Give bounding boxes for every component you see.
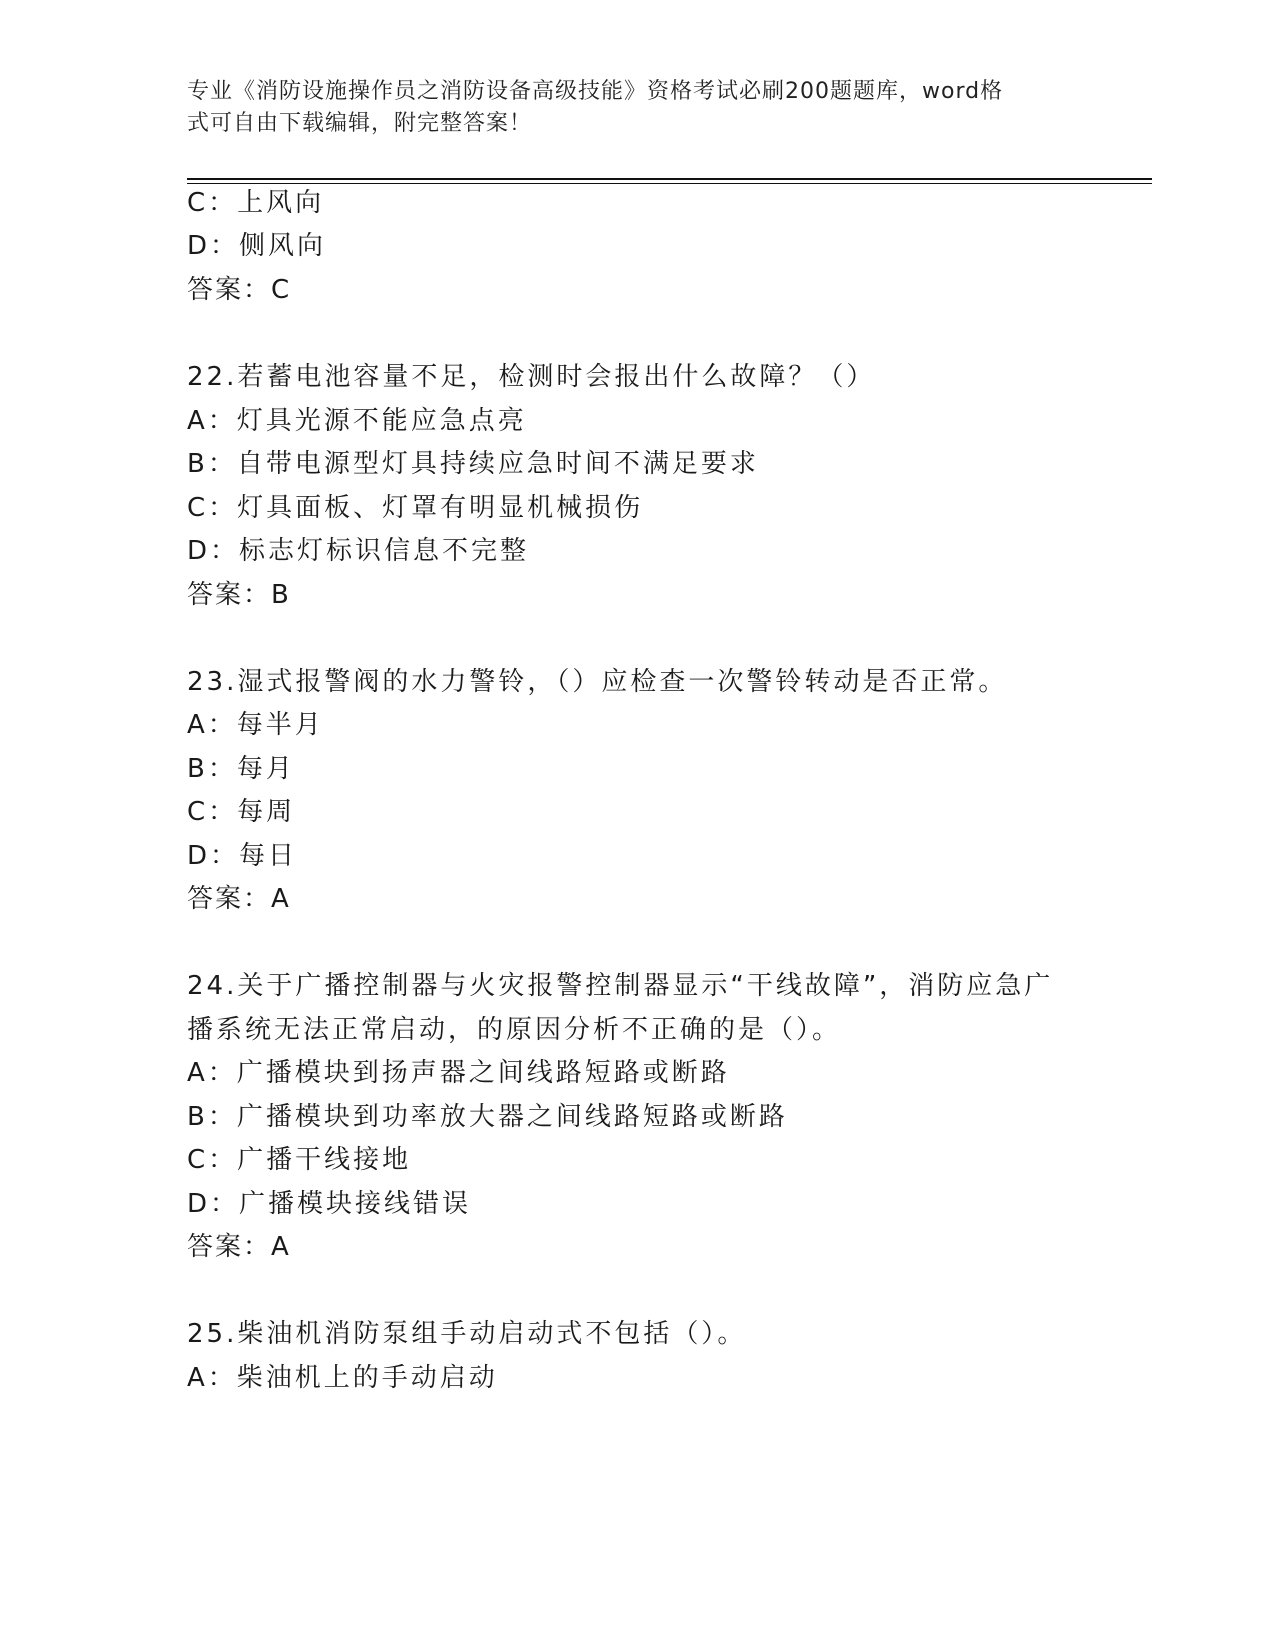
- question-25-option-a: A：柴油机上的手动启动: [187, 1363, 498, 1393]
- question-23-stem: 23.湿式报警阀的水力警铃，（）应检查一次警铃转动是否正常。: [187, 667, 1008, 697]
- question-22-option-a: A：灯具光源不能应急点亮: [187, 406, 527, 436]
- question-25-stem: 25.柴油机消防泵组手动启动式不包括（）。: [187, 1319, 747, 1349]
- document-header: [187, 76, 1067, 140]
- question-24-option-d: D：广播模块接线错误: [187, 1189, 472, 1219]
- question-22-option-c: C：灯具面板、灯罩有明显机械损伤: [187, 493, 644, 523]
- question-24-answer: 答案：A: [187, 1232, 291, 1262]
- question-23-option-a: A：每半月: [187, 710, 324, 740]
- question-22-stem: 22.若蓄电池容量不足，检测时会报出什么故障？（）: [187, 362, 876, 392]
- question-24-option-a: A：广播模块到扬声器之间线路短路或断路: [187, 1058, 730, 1088]
- header-divider-thick: [187, 178, 1152, 180]
- header-title-line-2: 式可自由下载编辑，附完整答案！: [187, 111, 533, 136]
- prev-question-option-d: D：侧风向: [187, 231, 327, 261]
- question-22-answer: 答案：B: [187, 580, 291, 610]
- question-22-option-d: D：标志灯标识信息不完整: [187, 536, 530, 566]
- question-24-stem-line-2: 播系统无法正常启动，的原因分析不正确的是（）。: [187, 1015, 842, 1045]
- question-23-option-d: D：每日: [187, 841, 298, 871]
- question-22-option-b: B：自带电源型灯具持续应急时间不满足要求: [187, 449, 759, 479]
- question-24-stem-line-1: 24.关于广播控制器与火灾报警控制器显示“干线故障”，消防应急广: [187, 971, 1054, 1001]
- prev-question-answer: 答案：C: [187, 275, 292, 305]
- question-23-answer: 答案：A: [187, 884, 291, 914]
- question-23-option-c: C：每周: [187, 797, 296, 827]
- question-24-option-b: B：广播模块到功率放大器之间线路短路或断路: [187, 1102, 788, 1132]
- header-divider-thin: [187, 183, 1152, 184]
- prev-question-option-c: C：上风向: [187, 188, 325, 218]
- question-23-option-b: B：每月: [187, 754, 295, 784]
- question-24-option-c: C：广播干线接地: [187, 1145, 412, 1175]
- header-title-line-1: 专业《消防设施操作员之消防设备高级技能》资格考试必刷200题题库，word格: [187, 79, 1004, 104]
